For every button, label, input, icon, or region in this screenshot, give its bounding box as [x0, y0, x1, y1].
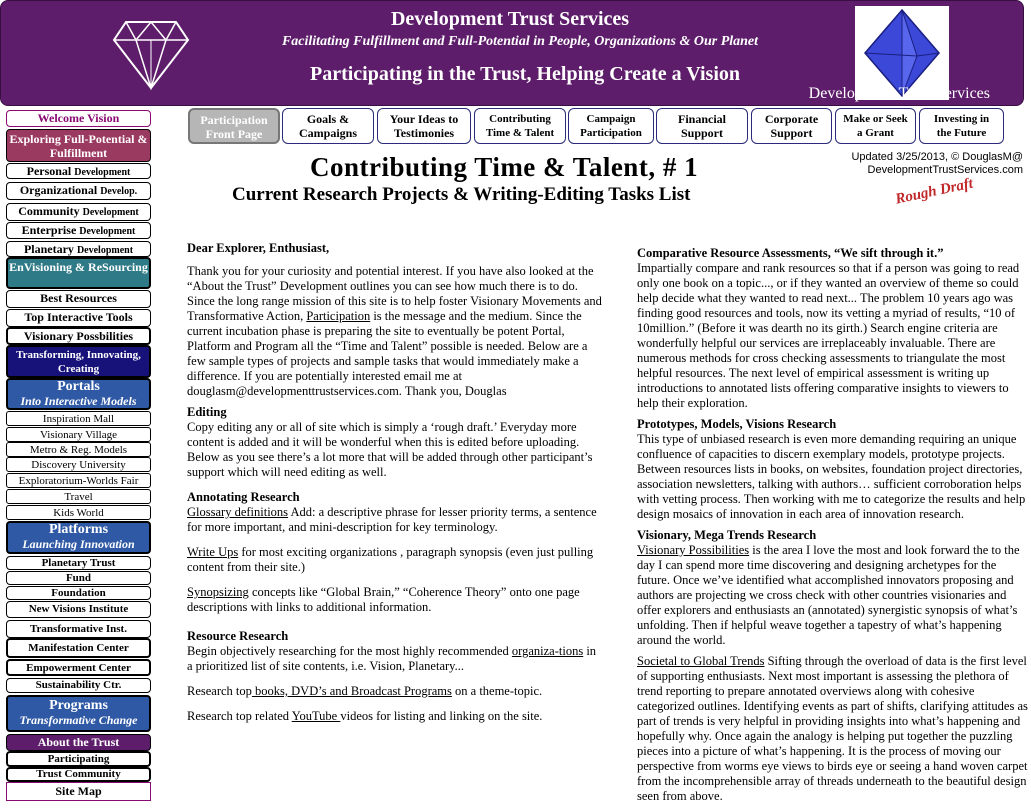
sidebar-item-planetary-trust[interactable]: Planetary Trust: [6, 556, 151, 570]
site-headline: Participating in the Trust, Helping Create a Vision: [309, 63, 740, 85]
megatrends-paragraph: [637, 543, 1029, 648]
brand-name: Development Trust Services: [808, 85, 990, 102]
writeups-link[interactable]: Write Ups: [187, 545, 239, 559]
sidebar-item-sub: Development: [74, 167, 131, 178]
sidebar-item-best-resources[interactable]: Best Resources: [6, 290, 151, 308]
megatrends-heading: Visionary, Mega Trends Research: [637, 528, 817, 542]
sidebar-item-travel[interactable]: Travel: [6, 489, 151, 504]
writeups-paragraph: [187, 545, 602, 575]
societal-text: Sifting through the overload of data is the first level of supporting enthusiasts. Next most important is assessing the plethora of trend reporting to prepare annotated overviews along with cohesive categorized outlines. Identifying events as part of shifts, clarifying attitudes as part of trends is very helpful in providing insights into what’s happening and hopefully why. Once again the analogy is helping put together the puzzling pieces into a picture of what’s happening. It is the process of moving our perspective from worms eye views to birds eye or seeing a hand woven carpet from the incomprehensible array of threads underneath to the beautiful design seen from above.: [637, 654, 1028, 803]
prototypes-paragraph: This type of unbiased research is even more demanding requiring an unique confluence of capacities to discern exemplary models, prototype projects. Between resources lists in books, on websites, foundation project directories, association newsletters, talking with authors… sufficient corroboration helps with vetting process. Then working with me to categorize the results and help design mosaics of innovation in each area of innovation research.: [637, 432, 1026, 521]
sidebar-item-community[interactable]: [6, 203, 151, 221]
sidebar-item-about-trust[interactable]: About the Trust: [6, 734, 151, 751]
annotating-heading: Annotating Research: [187, 490, 300, 504]
portals-label: Portals: [57, 379, 100, 394]
research-books-text: on a theme-topic.: [451, 684, 543, 698]
sidebar-item-portals[interactable]: [6, 378, 151, 410]
sidebar-item-envisioning[interactable]: EnVisioning & ReSourcing: [6, 257, 151, 289]
tab-label: Contributing: [489, 113, 551, 125]
sidebar-item-welcome-vision[interactable]: Welcome Vision: [6, 110, 151, 127]
visionary-possibilities-link[interactable]: Visionary Possibilities: [637, 543, 750, 557]
programs-label: Programs: [49, 698, 108, 713]
comparative-heading: Comparative Resource Assessments, “We sift through it.”: [637, 246, 944, 260]
sidebar-item-sub: Development: [79, 226, 136, 237]
sidebar-item-empowerment-center[interactable]: Empowerment Center: [6, 659, 151, 676]
sidebar-item-enterprise[interactable]: [6, 222, 151, 239]
societal-trends-link[interactable]: Societal to Global Trends: [637, 654, 765, 668]
resource-paragraph: [187, 644, 602, 674]
research-youtube-text: videos for listing and linking on the site.: [340, 709, 543, 723]
sidebar-item-new-visions[interactable]: New Visions Institute: [6, 601, 151, 618]
tab-label: the Future: [936, 127, 987, 139]
sidebar-item-kids-world[interactable]: Kids World: [6, 505, 151, 520]
organizations-link[interactable]: organiza-tions: [511, 644, 584, 658]
sidebar-item-transformative-inst[interactable]: Transformative Inst.: [6, 620, 151, 638]
editing-paragraph: Copy editing any or all of site which is simply a ‘rough draft.’ Everyday more content is added and it will be wonderful when this is edited before uploading. Below as you see there’s a lot more that will be added through other participant’s support which will need editing as well.: [187, 420, 593, 479]
sidebar-item-visionary-possibilities[interactable]: Visionary Possbilities: [6, 327, 151, 345]
tab-label: Participation: [580, 127, 642, 139]
tab-campaign-participation[interactable]: [568, 108, 654, 144]
rough-draft-stamp: Rough Draft: [894, 175, 975, 208]
tab-label: a Grant: [857, 127, 894, 139]
sidebar-item-metro-models[interactable]: Metro & Reg. Models: [6, 442, 151, 457]
research-books-text: Research top: [187, 684, 252, 698]
sidebar-item-fund[interactable]: Fund: [6, 571, 151, 585]
participation-link[interactable]: Participation: [306, 309, 371, 323]
platforms-label: Platforms: [48, 522, 109, 537]
writeups-text: for most exciting organizations , paragraph synopsis (even just pulling content from their site.): [187, 545, 594, 574]
sidebar-item-label: Enterprise: [21, 223, 77, 237]
resource-text: Begin objectively researching for the most highly recommended: [187, 644, 512, 658]
sidebar-item-site-map[interactable]: Site Map: [6, 782, 151, 801]
intro-paragraph: [187, 264, 602, 399]
sidebar-item-sub: Development: [82, 207, 139, 218]
comparative-paragraph: Impartially compare and rank resources so that if a person was going to read only one book on a topic..., or if they wanted an overview of theme so could help decide what they wanted to read next... The problem 10 years ago was finding good resources and tools, now its vetting a myriad of results, “10 of 10million.” (Before it was dearth no its girth.) Search engine criteria are wonderfully helpful our services are irreplaceably invaluable. There are numerous methods for cross checking assessments to triangulate the most helpful resources. The next level of empirical assessment is writing up introductions to annotated lists offering comparative insights to viewers to help their exploration.: [637, 261, 1020, 410]
tab-label: Goals &: [306, 112, 350, 126]
sidebar-item-label: Planetary: [23, 242, 74, 256]
tab-goals-campaigns[interactable]: [282, 108, 374, 144]
sidebar-item-sub: Development: [76, 245, 134, 256]
sidebar-item-trust-community[interactable]: Trust Community: [6, 767, 151, 782]
content-left-column: [187, 241, 602, 730]
content-right-column: [637, 246, 1029, 810]
synopsizing-link[interactable]: Synopsizing: [187, 585, 249, 599]
site-title: Development Trust Services: [390, 8, 630, 30]
sidebar-item-label: Personal: [26, 164, 72, 178]
sidebar-item-exploratorium[interactable]: Exploratorium-Worlds Fair: [6, 473, 151, 488]
diamond-gem-icon: [112, 18, 190, 92]
tab-label: Support: [770, 126, 813, 140]
megatrends-text: is the area I love the most and look forward the to the day I can spend more time discovering and designing archetypes for the future. Once we’ve identified what accomplished innovators proposing and authors are projecting we cross check with other countries visionaries and offer explorers and enthusiasts an (annotated) synergistic synopsis of what’s unfolding. Then if helpful weave together a tapestry of what’s happening around the world.: [637, 543, 1020, 647]
sidebar-item-exploring[interactable]: Exploring Full-Potential & Fulfillment: [6, 129, 151, 162]
sidebar-item-personal[interactable]: [6, 163, 151, 179]
tab-label: Front Page: [205, 127, 263, 141]
tab-label: Time & Talent: [485, 127, 555, 139]
tab-label: Campaigns: [298, 126, 357, 140]
sidebar-item-organizational[interactable]: [6, 182, 151, 200]
tab-label: Campaign: [586, 113, 636, 125]
tab-contributing-time-talent[interactable]: [474, 108, 566, 144]
sidebar-item-top-tools[interactable]: Top Interactive Tools: [6, 309, 151, 327]
sidebar-item-foundation[interactable]: Foundation: [6, 586, 151, 600]
tab-label: Testimonies: [393, 126, 455, 140]
tab-label: Participation: [200, 113, 268, 127]
tab-label: Financial: [677, 112, 726, 126]
sidebar-item-planetary[interactable]: [6, 241, 151, 257]
glossary-link[interactable]: Glossary definitions: [187, 505, 289, 519]
research-youtube-text: Research top related: [187, 709, 292, 723]
tab-label: Make or Seek: [843, 113, 908, 125]
updated-line: DevelopmentTrustServices.com: [867, 164, 1023, 176]
tab-participation-front-page[interactable]: [188, 108, 280, 144]
platforms-sub: Launching Innovation: [22, 537, 135, 551]
research-books-paragraph: [187, 684, 602, 699]
sidebar-item-sustainability-ctr[interactable]: Sustainability Ctr.: [6, 678, 151, 693]
tab-investing-future[interactable]: [919, 108, 1004, 144]
sidebar-item-transforming[interactable]: Transforming, Innovating, Creating: [6, 345, 151, 378]
greeting: Dear Explorer, Enthusiast,: [187, 241, 330, 255]
page-title: Contributing Time & Talent, # 1: [310, 152, 699, 182]
research-youtube-paragraph: [187, 709, 602, 724]
sidebar-item-participating[interactable]: Participating: [6, 751, 151, 767]
tab-corporate-support[interactable]: [751, 108, 832, 144]
tab-make-seek-grant[interactable]: [835, 108, 916, 144]
books-dvds-link[interactable]: books, DVD’s and Broadcast Programs: [251, 684, 452, 698]
intro-text: is the message and the medium. Since the current incubation phase is preparing the site to eventually be potent Portal, Platform and Program all the “Time and Talent” possible is needed. Below are a few sample types of projects and sample tasks that would immediately make a difference. If you are potentially interested email me at douglasm@developmenttrustservices.com. Thank you, Douglas: [187, 309, 588, 398]
updated-notice: [848, 151, 1023, 177]
tab-label: Corporate: [764, 112, 819, 126]
sidebar-item-inspiration-mall[interactable]: Inspiration Mall: [6, 411, 151, 426]
tab-label: Investing in: [933, 113, 990, 125]
youtube-link[interactable]: YouTube: [291, 709, 341, 723]
resource-text: in a prioritized list of site contents, i.e. Vision, Planetary...: [187, 644, 597, 673]
tab-label: Support: [680, 126, 724, 140]
sidebar-item-visionary-village[interactable]: Visionary Village: [6, 427, 151, 442]
page-subtitle: Current Research Projects & Writing-Editing Tasks List: [232, 184, 691, 205]
sidebar-item-platforms[interactable]: [6, 521, 151, 554]
tab-financial-support[interactable]: [656, 108, 748, 144]
synopsizing-paragraph: [187, 585, 602, 615]
resource-research-heading: Resource Research: [187, 629, 289, 643]
sidebar-item-sub: Develop.: [100, 186, 138, 197]
portals-sub: Into Interactive Models: [20, 394, 137, 408]
tab-your-ideas[interactable]: [377, 108, 471, 144]
glossary-text: Add: a descriptive phrase for lesser priority terms, a sentence for more important, and mini-description for key terminology.: [187, 505, 597, 534]
glossary-paragraph: [187, 505, 602, 535]
programs-sub: Transformative Change: [19, 713, 138, 727]
intro-text: Thank you for your curiosity and potential interest. If you have also looked at the “About the Trust” Development outlines you can see how much there is to do. Since the long range mission of this site is to help foster Visionary Movements and Transformative Action,: [187, 264, 602, 323]
sidebar-item-label: Organizational: [19, 183, 98, 197]
sidebar-item-programs[interactable]: [6, 695, 151, 732]
site-tagline: Facilitating Fulfillment and Full-Potential in People, Organizations & Our Planet: [281, 34, 759, 49]
sidebar-item-manifestation-center[interactable]: Manifestation Center: [6, 638, 151, 658]
tab-label: Your Ideas to: [389, 112, 459, 126]
societal-paragraph: [637, 654, 1029, 804]
sidebar-item-discovery-university[interactable]: Discovery University: [6, 457, 151, 472]
sidebar-item-label: Community: [18, 204, 80, 218]
updated-line: Updated 3/25/2013, © DouglasM@: [851, 151, 1023, 163]
prototypes-heading: Prototypes, Models, Visions Research: [637, 417, 837, 431]
synopsizing-text: concepts like “Global Brain,” “Coherence Theory” onto one page descriptions with links to additional information.: [187, 585, 580, 614]
editing-heading: Editing: [187, 405, 227, 419]
